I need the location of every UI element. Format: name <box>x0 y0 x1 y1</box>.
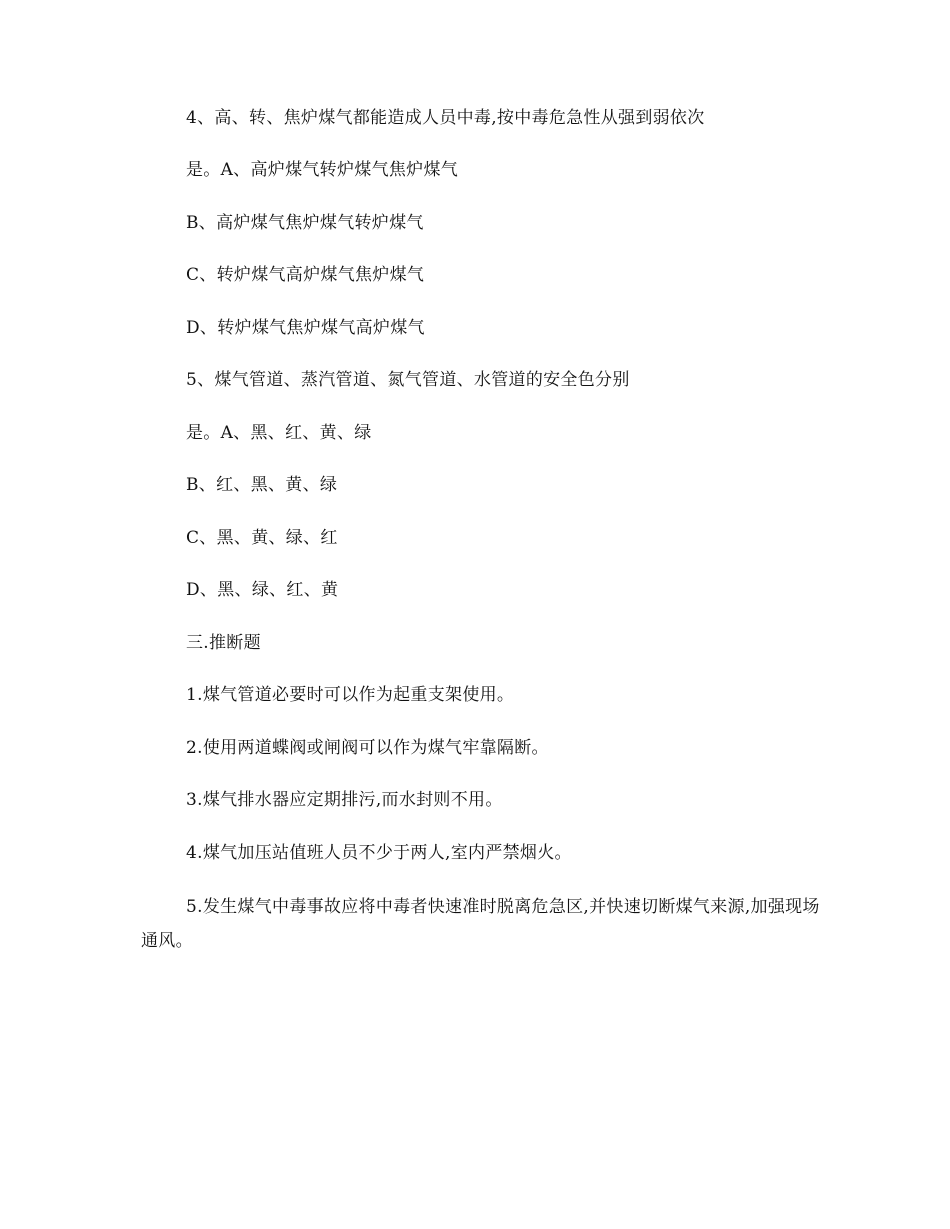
question-4-option-c: C、转炉煤气高炉煤气焦炉煤气 <box>186 265 425 285</box>
question-4-option-b: B、高炉煤气焦炉煤气转炉煤气 <box>186 213 424 233</box>
judgement-item-4: 4.煤气加压站值班人员不少于两人,室内严禁烟火。 <box>186 843 572 863</box>
question-4-stem-line1: 4、高、转、焦炉煤气都能造成人员中毒,按中毒危急性从强到弱依次 <box>186 108 705 128</box>
question-5-option-b: B、红、黑、黄、绿 <box>186 475 338 495</box>
section-title: 三.推断题 <box>186 633 261 653</box>
question-5-stem-line2: 是。A、黑、红、黄、绿 <box>186 423 372 443</box>
question-5-option-c: C、黑、黄、绿、红 <box>186 528 338 548</box>
question-5-stem-line1: 5、煤气管道、蒸汽管道、氮气管道、水管道的安全色分别 <box>186 370 630 390</box>
judgement-item-1: 1.煤气管道必要时可以作为起重支架使用。 <box>186 685 515 705</box>
judgement-item-3: 3.煤气排水器应定期排污,而水封则不用。 <box>186 790 503 810</box>
question-4-option-d: D、转炉煤气焦炉煤气高炉煤气 <box>186 318 425 338</box>
judgement-item-5: 5.发生煤气中毒事故应将中毒者快速准时脱离危急区,并快速切断煤气来源,加强现场通风。 <box>141 897 820 951</box>
judgement-item-2: 2.使用两道蝶阀或闸阀可以作为煤气牢靠隔断。 <box>186 738 549 758</box>
question-5-option-d: D、黑、绿、红、黄 <box>186 580 339 600</box>
question-4-stem-line2: 是。A、高炉煤气转炉煤气焦炉煤气 <box>186 160 459 180</box>
